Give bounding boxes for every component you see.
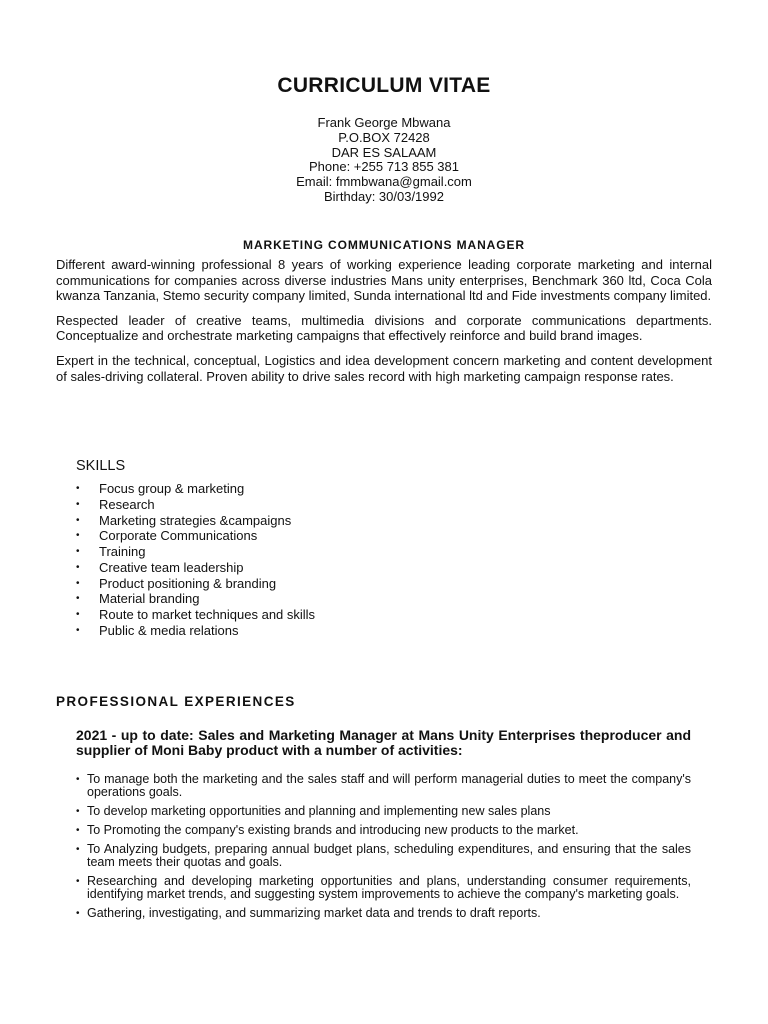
skill-item: • Creative team leadership bbox=[76, 560, 315, 576]
skill-item: • Marketing strategies &campaigns bbox=[76, 513, 315, 529]
skill-item: • Focus group & marketing bbox=[76, 481, 315, 497]
contact-birthday: Birthday: 30/03/1992 bbox=[324, 188, 444, 204]
skill-item: • Route to market techniques and skills bbox=[76, 607, 315, 623]
contact-pobox: P.O.BOX 72428 bbox=[338, 129, 430, 145]
duty-item: • To develop marketing opportunities and planning and implementing new sales plans bbox=[76, 805, 691, 818]
duty-item: • Gathering, investigating, and summarizing market data and trends to draft reports. bbox=[76, 907, 691, 920]
experience-heading: PROFESSIONAL EXPERIENCES bbox=[56, 694, 296, 709]
duty-item: • To Analyzing budgets, preparing annual budget plans, scheduling expenditures, and ensuring that the sales team meets their quotas and goals. bbox=[76, 843, 691, 870]
skills-heading: SKILLS bbox=[76, 458, 126, 474]
duty-item: • To manage both the marketing and the sales staff and will perform managerial duties to meet the company's operations goals. bbox=[76, 773, 691, 800]
contact-phone: Phone: +255 713 855 381 bbox=[308, 159, 459, 175]
profile-summary bbox=[56, 257, 712, 393]
skill-item: • Public & media relations bbox=[76, 623, 315, 639]
job-title: Sales and Marketing Manager at Mans Unity Enterprises theproducer and supplier of Moni Baby product with a number of activities: bbox=[76, 727, 692, 758]
job-duties-list bbox=[76, 773, 691, 926]
summary-paragraph: Respected leader of creative teams, multimedia divisions and corporate communications departments. Conceptualize and orchestrate marketing campaigns that effectively reinforce and build brand images. bbox=[56, 312, 712, 344]
skill-item: • Material branding bbox=[76, 591, 315, 607]
duty-item: • To Promoting the company's existing brands and introducing new products to the market. bbox=[76, 824, 691, 837]
contact-name: Frank George Mbwana bbox=[317, 115, 451, 130]
document-title: CURRICULUM VITAE bbox=[277, 74, 491, 97]
contact-city: DAR ES SALAAM bbox=[331, 144, 437, 160]
contact-block bbox=[0, 116, 768, 205]
skills-list bbox=[76, 481, 315, 639]
job-date: 2021 - up to date: bbox=[76, 727, 194, 743]
summary-paragraph: Expert in the technical, conceptual, Logistics and idea development concern marketing and content development of sales-driving collateral. Proven ability to drive sales record with high marketing campaign response rates. bbox=[56, 352, 712, 384]
summary-paragraph: Different award-winning professional 8 years of working experience leading corporate marketing and internal communications for companies across diverse industries Mans unity enterprises, Benchmark 360 ltd, Coca Cola kwanza Tanzania, Stemo security company limited, Sunda international ltd and Fide investments company limited. bbox=[56, 257, 712, 304]
skill-item: • Product positioning & branding bbox=[76, 576, 315, 592]
skill-item: • Training bbox=[76, 544, 315, 560]
skill-item: • Research bbox=[76, 497, 315, 513]
job-heading bbox=[76, 728, 691, 758]
duty-item: • Researching and developing marketing opportunities and plans, understanding consumer requirements, identifying market trends, and suggesting system improvements to achieve the company's marketing goals. bbox=[76, 875, 691, 902]
contact-email: Email: fmmbwana@gmail.com bbox=[296, 174, 472, 190]
role-title: MARKETING COMMUNICATIONS MANAGER bbox=[243, 238, 525, 252]
skill-item: • Corporate Communications bbox=[76, 528, 315, 544]
